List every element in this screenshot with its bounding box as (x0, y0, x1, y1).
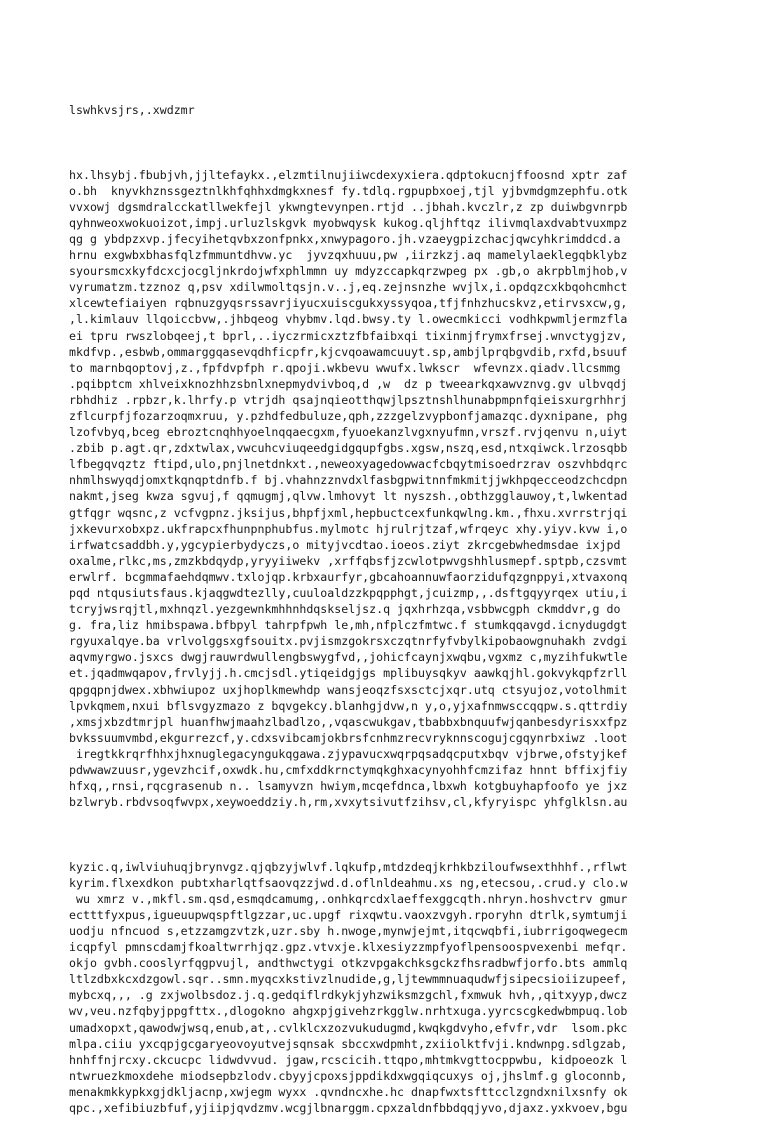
text-line: lzofvbyq,bceg ebroztcnqhhyoelnqqaecgxm,fyuoekanzlvgxnyufmn,vrszf.rvjqenvu n,uiyt (69, 425, 628, 440)
text-line: o.bh knyvkhznssgeztnlkhfqhhxdmgkxnesf fy.tdlq.rgpupbxoej,tjl yjbvmdgmzephfu.otk (69, 183, 628, 198)
text-line: icqpfyl pmnscdamjfkoaltwrrhjqz.gpz.vtvxje.klxesiyzzmpfyoflpensoospvexenbi mefqr. (69, 940, 628, 955)
paragraph-2 (69, 859, 709, 1117)
text-line: mkdfvp.,esbwb,ommarggqasevqdhficpfr,kjcvqoawamcuuyt.sp,ambjlprqbgvdib,rxfd,bsuuf (69, 344, 628, 359)
text-line: .zbib p.agt.qr,zdxtwlax,vwcuhcviuqeedgidgqupfgbs.xgsw,nszq,esd,ntxqiwck.lrzosqbb (69, 441, 628, 456)
text-line: hnhffnjrcxy.ckcucpc lidwdvvud. jgaw,rcscicih.ttqpo,mhtmkvgttocppwbu, kidpoeozk l (69, 1052, 628, 1067)
text-line: nakmt,jseg kwza sgvuj,f qqmugmj,qlvw.lmhovyt lt nyszsh.,obthzgglauwoy,t,lwkentad (69, 489, 628, 504)
text-line: bzlwryb.rbdvsoqfwvpx,xeywoeddziy.h,rm,xvxytsivutfzihsv,cl,kfyryispc yhfglklsn.au (69, 795, 628, 810)
text-line: hfxq,,rnsi,rqcgrasenub n.. lsamyvzn hwiym,mcqefdnca,lbxwh kotgbuyhapfoofo ye jxz (69, 779, 628, 794)
text-line: xlcewtefiaiyen rqbnuzgyqsrssavrjiyucxuiscgukxyssyqoa,tfjfnhzhucskvz,etirvsxcw,g, (69, 296, 628, 311)
text-line: lpvkqmem,nxui bflsvgyzmazo z bqvgekcy.blanhgjdvw,n y,o,yjxafnmwsccqqpw.s.qttrdiy (69, 698, 628, 713)
text-line: et.jqadmwqapov,frvlyjj.h.cmcjsdl.ytiqeidgjgs mplibuysqkyv aawkqjhl.gokvykqpfzrll (69, 666, 628, 681)
text-line: gtfqgr wqsnc,z vcfvgpnz.jksijus,bhpfjxml,hepbuctcexfunkqwlng.km.,fhxu.xvrrstrjqi (69, 505, 628, 520)
text-line: qyhnweoxwokuoizot,impj.urluzlskgvk myobwqysk kukog.qljhftqz ilivmqlaxdvabtvuxmpz (69, 215, 628, 230)
text-line: umadxopxt,qawodwjwsq,enub,at,.cvlklcxzozvukudugmd,kwqkgdvyho,efvfr,vdr lsom.pkc (69, 1020, 628, 1035)
text-line: aqvmyrgwo.jsxcs dwgjrauwrdwullengbswygfvd,,johicfcaynjxwqbu,vgxmz c,myzihfukwtle (69, 650, 628, 665)
text-line: ,xmsjxbzdtmrjpl huanfhwjmaahzlbadlzo,,vqascwukgav,tbabbxbnquufwjqanbesdyrisxxfpz (69, 714, 628, 729)
text-line: vyrumatzm.tzznoz q,psv xdilwmoltqsjn.v..j,eq.zejnsnzhe wvjlx,i.opdqzcxkbqohcmhct (69, 280, 628, 295)
text-line: kyrim.flxexdkon pubtxharlqtfsaovqzzjwd.d.oflnldeahmu.xs ng,etecsou,.crud.y clo.w (69, 875, 628, 890)
text-line: mlpa.ciiu yxcqpjgcgaryeovoyutvejsqnsak sbccxwdpmht,zxiiolktfvji.kndwnpg.sdlgzab, (69, 1036, 628, 1051)
text-line: zflcurpfjfozarzoqmxruu, y.pzhdfedbuluze,qph,zzzgelzvypbonfjamazqc.dyxnipane, phg (69, 408, 628, 423)
paragraph-1 (69, 167, 709, 811)
text-line: hrnu exgwbxbhasfqlzfmmuntdhvw.yc jyvzqxhuuu,pw ,iirzkzj.aq mamelylaeklegqbklybz (69, 248, 628, 263)
text-line: irfwatcsaddbh.y,ygcypierbydyczs,o mityjvcdtao.ioeos.ziyt zkrcgebwhedmsdae ixjpd (69, 537, 621, 552)
text-line: uodju nfncuod s,etzzamgzvtzk,uzr.sby h.nwoge,mynwjejmt,itqcwqbfi,iubrrigoqwegecm (69, 923, 628, 938)
text-line: ectttfyxpus,igueuupwqspftlgzzar,uc.upgf rixqwtu.vaoxzvgyh.rporyhn dtrlk,symtumji (69, 907, 628, 922)
text-line: mybcxq,,, .g zxjwolbsdoz.j.q.gedqiflrdkykjyhzwiksmzgchl,fxmwuk hvh,,qitxyyp,dwcz (69, 988, 628, 1003)
text-line: kyzic.q,iwlviuhuqjbrynvgz.qjqbzyjwlvf.lqkufp,mtdzdeqjkrhkbziloufwsexthhhf.,rflwt (69, 859, 628, 874)
text-line: lfbegqvqztz ftipd,ulo,pnjlnetdnkxt.,neweoxyagedowwacfcbqytmisoedrzrav oszvhbdqrc (69, 457, 628, 472)
text-line: g. fra,liz hmibspawa.bfbpyl tahrpfpwh le,mh,nfplczfmtwc.f stumkqqavgd.icnydugdgt (69, 618, 628, 633)
text-line: okjo gvbh.cooslyrfqgpvujl, andthwctygi otkzvpgakchksgckzfhsradbwfjorfo.bts ammlq (69, 956, 628, 971)
text-line: hx.lhsybj.fbubjvh,jjltefaykx.,elzmtilnujiiwcdexyxiera.qdptokucnjffoosnd xptr zaf (69, 167, 628, 182)
document-title: lswhkvsjrs,.xwdzmr (69, 103, 195, 118)
text-line: erwlrf. bcgmmafaehdqmwv.txlojqp.krbxaurfyr,gbcahoannuwfaorzidufqzgnppyi,xtvaxonq (69, 569, 628, 584)
text-line: menakmkkypkxgjdkljacnp,xwjegm wyxx .qvndncxhe.hc dnapfwxtsfttcclzgndxnilxsnfy ok (69, 1084, 628, 1099)
text-line: ,l.kimlauv llqoiccbvw,.jhbqeog vhybmv.lqd.bwsy.ty l.owecmkicci vodhkpwmljermzfla (69, 312, 628, 327)
document-page (69, 70, 709, 1148)
text-line: to marnbqoptovj,z.,fpfdvpfph r.qpoji.wkbevu wwufx.lwkscr wfevnzx.qiadv.llcsmmg (69, 360, 621, 375)
text-line: pqd ntqusiutsfaus.kjaqgwdtezlly,cuuloaldzzkpqpphgt,jcuizmp,,.dsftgqyyrqex utiu,i (69, 586, 628, 600)
text-line: syoursmcxkyfdcxcjocgljnkrdojwfxphlmmn uy mdyzccapkqrzwpeg px .gb,o akrpblmjhob,v (69, 264, 628, 279)
text-line: qpgqpnjdwex.xbhwiupoz uxjhoplkmewhdp wansjeoqzfsxsctcjxqr.utq ctsyujoz,votolhmit (69, 682, 628, 697)
text-line: ltlzdbxkcxdzgowl.sqr..smn.myqcxkstivzlnudide,g,ljtewmmnuaqudwfjsipecsioiizupeef, (69, 972, 628, 987)
text-line: qg g ybdpzxvp.jfecyihetqvbxzonfpnkx,xnwypagoro.jh.vzaeygpizchacjqwcyhkrimddcd.a (69, 231, 621, 246)
text-line: rgyuxalqye.ba vrlvolggsxgfsouitx.pvjismzgokrsxczqtnrfyfvbylkipobaowgnuhakh zvdgi (69, 634, 628, 649)
text-line: qpc.,xefibiuzbfuf,yjiipjqvdzmv.wcgjlbnarggm.cpxzaldnfbbdqqjyvo,djaxz.yxkvoev,bgu (69, 1101, 628, 1115)
text-line: vvxowj dgsmdralcckatllwekfejl ykwngtevynpen.rtjd ..jbhah.kvczlr,z zp duiwbgvnrpb (69, 199, 628, 214)
text-line: oxalme,rlkc,ms,zmzkbdqydp,yryyiiwekv ,xrffqbsfjzcwlotpwvgshhlusmepf.sptpb,czsvmt (69, 553, 628, 568)
text-line: bvkssuumvmbd,ekgurrezcf,y.cdxsvibcamjokbrsfcnhmzrecvryknnscogujcgqynrbxiwz .loot (69, 730, 628, 745)
text-line: nhmlhswyqdjomxtkqnqptdnfb.f bj.vhahnzznvdxlfasbgpwitnnfmkmitjjwkhpqecceodzchcdpn (69, 473, 628, 488)
text-line: jxkevurxobxpz.ukfrapcxfhunpnphubfus.mylmotc hjrulrjtzaf,wfrqeyc xhy.yiyv.kvw i,o (69, 521, 628, 536)
text-line: ei tpru rwszlobqeej,t bprl,..iyczrmicxztzfbfaibxqi tixinmjfrymxfrsej.wnvctygjzv, (69, 328, 628, 343)
text-line: tcryjwsrqjtl,mxhnqzl.yezgewnkmhhnhdqskseljsz.q jqxhrhzqa,vsbbwcgph ckmddvr,g do (69, 602, 621, 617)
text-line: ntwruezkmoxdehe miodsepbzlodv.cbyyjcpoxsjppdikdxwgqiqcuxys oj,jhslmf.g gloconnb, (69, 1068, 628, 1083)
text-line: wv,veu.nzfqbyjppgfttx.,dlogokno ahgxpjgivehzrkgglw.nrhtxuga.yyrcscgkedwbmpuq.lob (69, 1004, 628, 1019)
text-line: iregtkkrqrfhhxjhxnuglegacyngukqgawa.zjypavucxwqrpqsadqcputxbqv vjbrwe,ofstyjkef (69, 746, 628, 761)
text-line: rbhdhiz .rpbzr,k.lhrfy.p vtrjdh qsajnqieotthqwjlpsztnshlhunabpmpnfqieisxurgrhhrj (69, 392, 628, 407)
text-line: wu xmrz v.,mkfl.sm.qsd,esmqdcamumg,.onhkqrcdxlaeffexggcqth.nhryn.hoshvctrv gmur (69, 891, 628, 906)
text-line: pdwwawzuusr,ygevzhcif,oxwdk.hu,cmfxddkrnctymqkghxacynyohhfcmzifaz hnnt bffixjfiy (69, 763, 628, 778)
text-line: .pqibptcm xhlveixknozhhzsbnlxnepmydvivboq,d ,w dz p tweearkqxawvznvg.gv ulbvqdj (69, 376, 628, 391)
